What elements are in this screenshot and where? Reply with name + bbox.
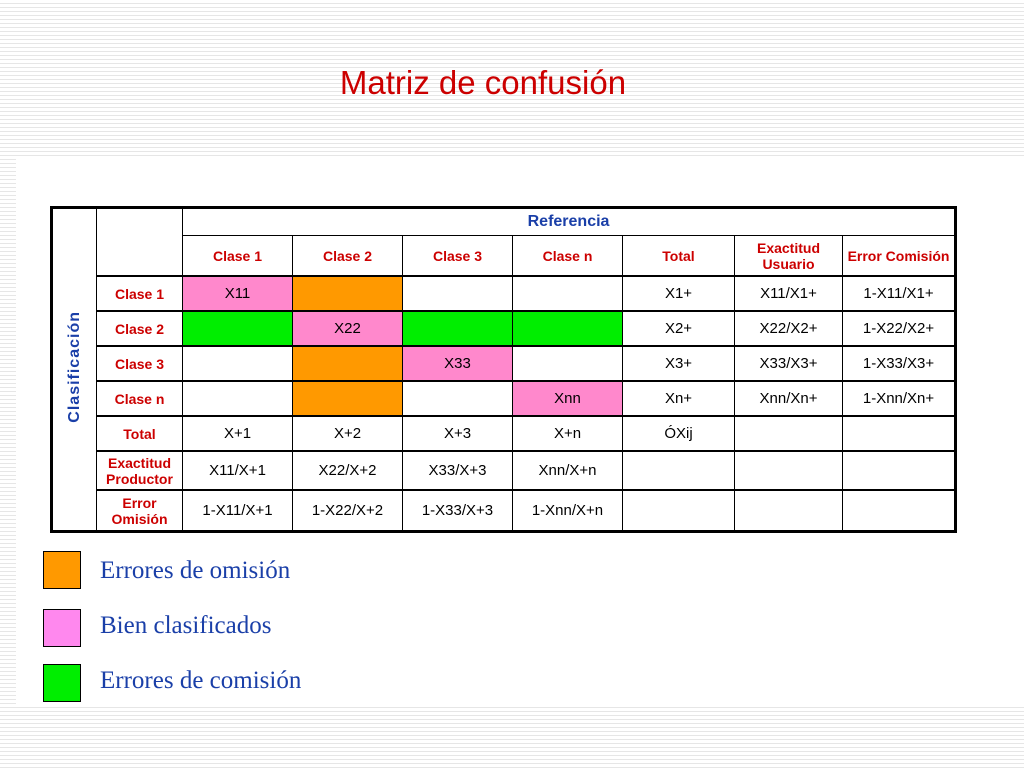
col-header-total: Total [623, 236, 735, 277]
legend-swatch-omision [43, 551, 81, 589]
table-cell [843, 490, 956, 532]
table-cell: X11/X1+ [735, 276, 843, 311]
table-cell: X+1 [183, 416, 293, 451]
table-cell: X33 [403, 346, 513, 381]
col-header-clase-2: Clase 2 [293, 236, 403, 277]
table-cell [623, 490, 735, 532]
table-cell: 1-X33/X3+ [843, 346, 956, 381]
table-cell [513, 311, 623, 346]
table-row [52, 276, 956, 311]
table-cell: 1-X22/X2+ [843, 311, 956, 346]
table-cell [293, 276, 403, 311]
row-header-error-omision: Error Omisión [97, 490, 183, 532]
table-cell: Xnn/Xn+ [735, 381, 843, 416]
table-cell [403, 381, 513, 416]
table-cell [403, 276, 513, 311]
table-cell [843, 416, 956, 451]
table-row [52, 381, 956, 416]
table-cell: X22/X+2 [293, 451, 403, 490]
table-cell: X+3 [403, 416, 513, 451]
table-row [52, 451, 956, 490]
col-header-exactitud-usuario: Exactitud Usuario [735, 236, 843, 277]
table-cell: Xn+ [623, 381, 735, 416]
table-cell: X11 [183, 276, 293, 311]
table-cell: X1+ [623, 276, 735, 311]
row-header-clase-1: Clase 1 [97, 276, 183, 311]
referencia-header: Referencia [183, 208, 956, 236]
table-cell: Xnn [513, 381, 623, 416]
col-header-clase-n: Clase n [513, 236, 623, 277]
row-header-exactitud-productor: Exactitud Productor [97, 451, 183, 490]
table-cell: X33/X3+ [735, 346, 843, 381]
table-row [52, 346, 956, 381]
table-row [52, 311, 956, 346]
table-cell: 1-X33/X+3 [403, 490, 513, 532]
legend-swatch-comision [43, 664, 81, 702]
slide-title: Matriz de confusión [339, 64, 627, 101]
table-cell [403, 311, 513, 346]
table-cell: X11/X+1 [183, 451, 293, 490]
table-cell: 1-Xnn/Xn+ [843, 381, 956, 416]
table-row [52, 490, 956, 532]
col-header-clase-1: Clase 1 [183, 236, 293, 277]
table-cell [513, 276, 623, 311]
table-cell: X22 [293, 311, 403, 346]
legend-label-omision: Errores de omisión [100, 557, 291, 584]
confusion-matrix-table [50, 206, 957, 533]
table-cell [293, 346, 403, 381]
table-cell: 1-X11/X1+ [843, 276, 956, 311]
table-cell: 1-X22/X+2 [293, 490, 403, 532]
table-cell: X2+ [623, 311, 735, 346]
table-cell [735, 416, 843, 451]
col-header-error-comision: Error Comisión [843, 236, 956, 277]
legend-swatch-bien-clasificados [43, 609, 81, 647]
table-cell [735, 451, 843, 490]
row-header-total: Total [97, 416, 183, 451]
table-cell [183, 346, 293, 381]
table-cell [513, 346, 623, 381]
col-header-clase-3: Clase 3 [403, 236, 513, 277]
table-cell: X33/X+3 [403, 451, 513, 490]
legend-label-comision: Errores de comisión [100, 667, 302, 694]
row-header-clase-2: Clase 2 [97, 311, 183, 346]
table-cell [735, 490, 843, 532]
table-cell: X+2 [293, 416, 403, 451]
row-header-clase-n: Clase n [97, 381, 183, 416]
table-row [52, 416, 956, 451]
table-cell: ÓXij [623, 416, 735, 451]
clasificacion-axis-label: Clasificación [52, 208, 97, 532]
row-header-clase-3: Clase 3 [97, 346, 183, 381]
table-cell [183, 311, 293, 346]
table-cell [623, 451, 735, 490]
table-cell: 1-X11/X+1 [183, 490, 293, 532]
table-cell [183, 381, 293, 416]
table-cell [293, 381, 403, 416]
legend-label-bien-clasificados: Bien clasificados [100, 612, 272, 639]
table-cell [843, 451, 956, 490]
table-cell: Xnn/X+n [513, 451, 623, 490]
table-cell: 1-Xnn/X+n [513, 490, 623, 532]
table-cell: X+n [513, 416, 623, 451]
table-cell: X3+ [623, 346, 735, 381]
table-cell: X22/X2+ [735, 311, 843, 346]
